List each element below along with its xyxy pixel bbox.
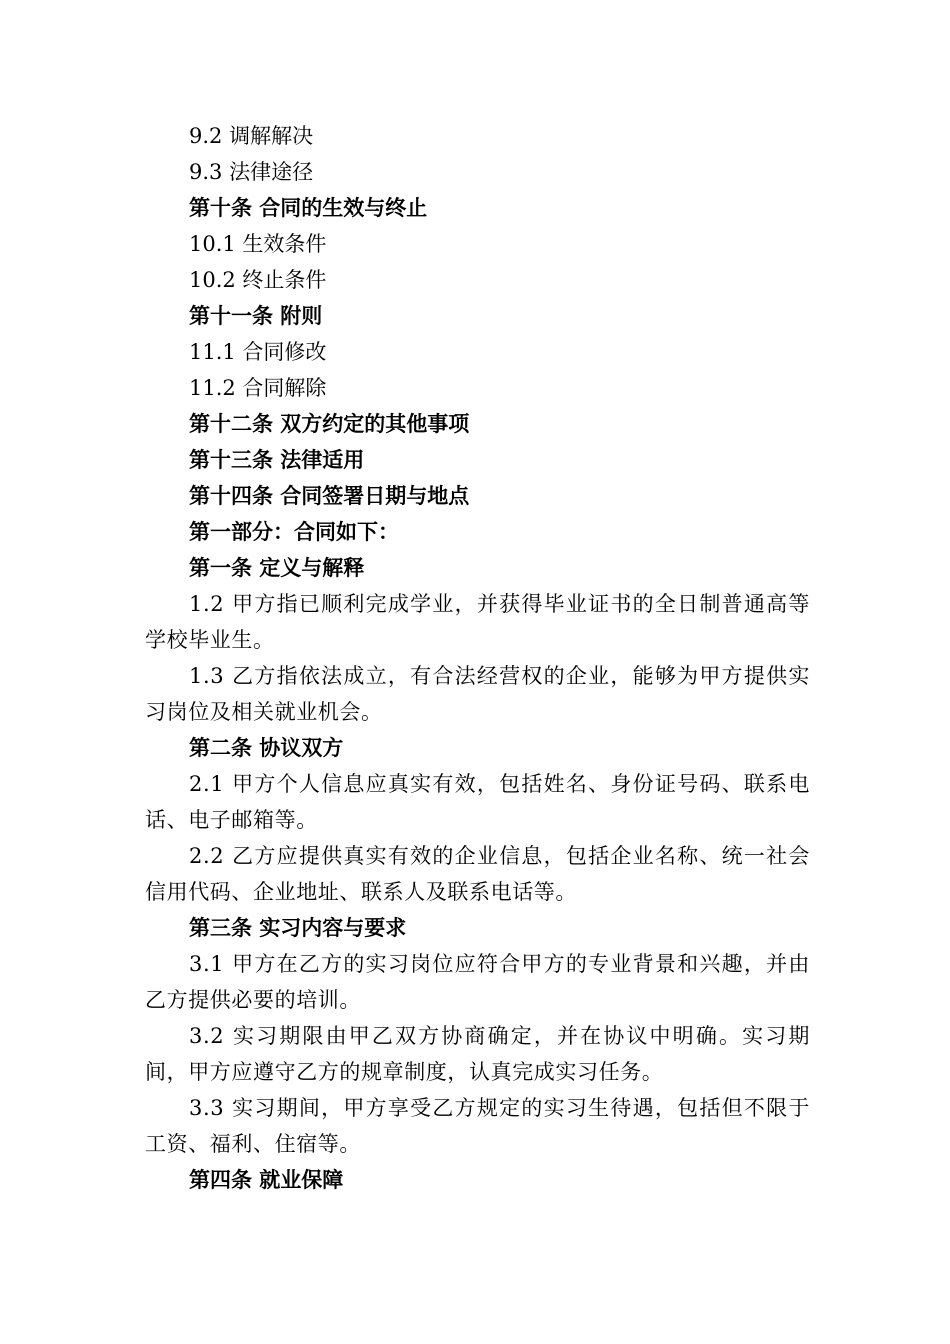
clause-item: 10.1 生效条件	[189, 232, 327, 256]
article-heading: 第十三条 法律适用	[189, 447, 365, 472]
part-heading: 第一部分：合同如下：	[189, 519, 399, 544]
clause-paragraph: 3.1 甲方在乙方的实习岗位应符合甲方的专业背景和兴趣，并由乙方提供必要的培训。	[145, 952, 810, 1012]
document-body	[145, 118, 810, 1198]
clause-paragraph: 2.1 甲方个人信息应真实有效，包括姓名、身份证号码、联系电话、电子邮箱等。	[145, 772, 810, 832]
article-heading: 第三条 实习内容与要求	[189, 915, 407, 940]
clause-paragraph: 3.3 实习期间，甲方享受乙方规定的实习生待遇，包括但不限于工资、福利、住宿等。	[145, 1096, 810, 1156]
clause-item: 10.2 终止条件	[189, 268, 327, 292]
clause-item: 11.1 合同修改	[189, 340, 327, 364]
clause-paragraph: 1.3 乙方指依法成立，有合法经营权的企业，能够为甲方提供实习岗位及相关就业机会。	[145, 664, 810, 724]
clause-paragraph: 1.2 甲方指已顺利完成学业，并获得毕业证书的全日制普通高等学校毕业生。	[145, 592, 810, 652]
article-heading: 第十一条 附则	[189, 303, 323, 328]
clause-paragraph: 3.2 实习期限由甲乙双方协商确定，并在协议中明确。实习期间，甲方应遵守乙方的规章制度，认真完成实习任务。	[145, 1024, 810, 1084]
article-heading: 第一条 定义与解释	[189, 555, 365, 580]
article-heading: 第十二条 双方约定的其他事项	[189, 411, 470, 436]
clause-paragraph: 2.2 乙方应提供真实有效的企业信息，包括企业名称、统一社会信用代码、企业地址、联系人及联系电话等。	[145, 844, 810, 904]
clause-item: 9.3 法律途径	[189, 160, 314, 184]
article-heading: 第十条 合同的生效与终止	[189, 195, 428, 220]
article-heading: 第二条 协议双方	[189, 735, 344, 760]
article-heading: 第十四条 合同签署日期与地点	[189, 483, 470, 508]
clause-item: 9.2 调解解决	[189, 124, 314, 148]
article-heading: 第四条 就业保障	[189, 1167, 344, 1192]
clause-item: 11.2 合同解除	[189, 376, 327, 400]
